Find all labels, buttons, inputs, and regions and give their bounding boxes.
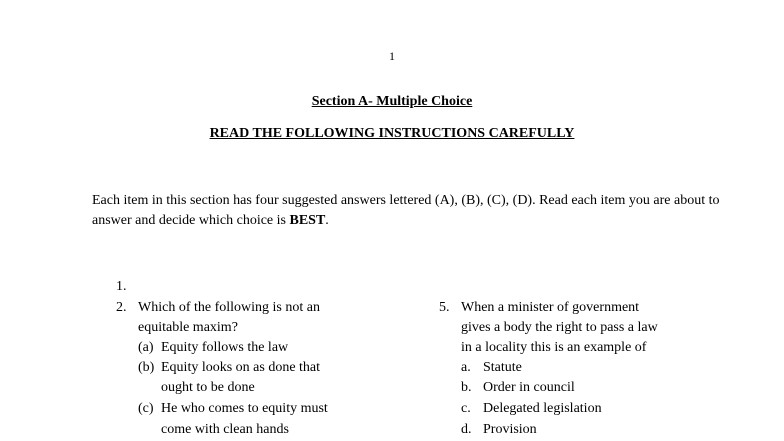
question-5-stem-line-2: gives a body the right to pass a law <box>461 320 658 335</box>
question-2-option-c-text-cont: come with clean hands <box>161 422 289 437</box>
question-5-option-a-text: Statute <box>483 360 522 375</box>
question-5-option-c-text: Delegated legislation <box>483 401 602 416</box>
question-2-stem-line-2: equitable maxim? <box>138 320 238 335</box>
question-5-option-a-label: a. <box>461 360 471 375</box>
instructions-text: Each item in this section has four suggested answers lettered (A), (B), (C), (D). Read each item you are about to answer and decide which choice is <box>92 193 720 228</box>
page-number: 1 <box>389 49 395 63</box>
question-5-option-d-text: Provision <box>483 422 537 437</box>
question-2-option-b-text-cont: ought to be done <box>161 380 255 395</box>
section-title <box>0 92 784 112</box>
question-2-option-a-text: Equity follows the law <box>161 340 289 355</box>
instructions-heading-text: READ THE FOLLOWING INSTRUCTIONS CAREFULLY <box>209 126 575 141</box>
question-2-number: 2. <box>116 300 127 315</box>
question-5-option-b-text: Order in council <box>483 380 575 395</box>
question-2-option-b-text: Equity looks on as done that <box>161 360 321 375</box>
question-5-stem-line-3: in a locality this is an example of <box>461 340 647 355</box>
question-1-number: 1. <box>116 279 127 294</box>
instructions-period: . <box>325 213 329 228</box>
question-5-option-c-label: c. <box>461 401 471 416</box>
question-5-stem-line-1: When a minister of government <box>461 300 640 315</box>
question-2-option-a-label: (a) <box>138 340 154 355</box>
instructions-heading <box>0 124 784 144</box>
question-2-option-c-label: (c) <box>138 401 154 416</box>
instructions-paragraph <box>92 191 732 231</box>
question-2-option-c-text: He who comes to equity must <box>161 401 328 416</box>
question-5-number: 5. <box>439 300 450 315</box>
question-5-option-d-label: d. <box>461 422 472 437</box>
question-2-stem-line-1: Which of the following is not an <box>138 300 320 315</box>
section-title-text: Section A- Multiple Choice <box>311 94 473 109</box>
question-5-option-b-label: b. <box>461 380 472 395</box>
question-2-option-b-label: (b) <box>138 360 155 375</box>
instructions-emphasis: BEST <box>289 213 326 228</box>
